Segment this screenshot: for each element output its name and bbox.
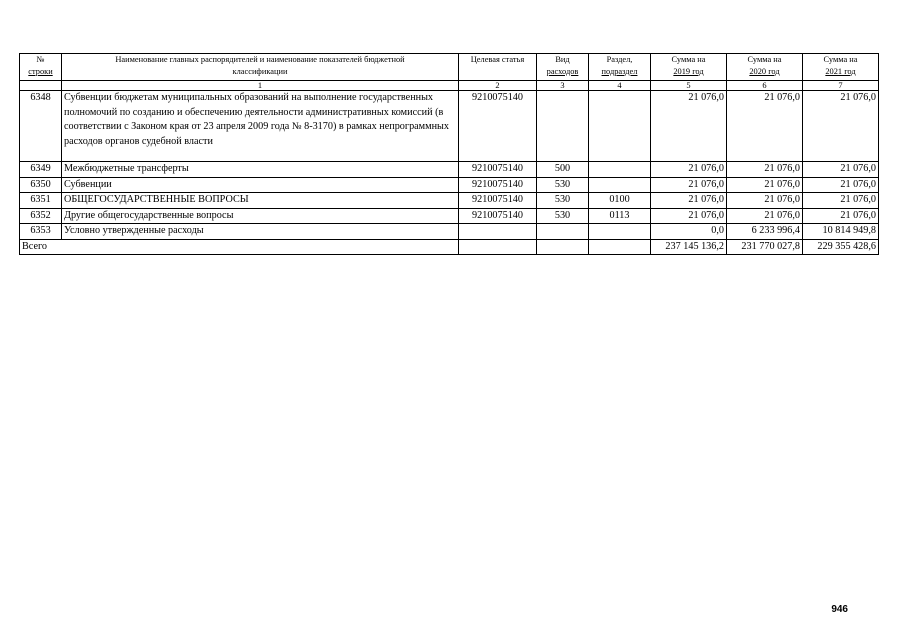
row-name: Межбюджетные трансферты [62,162,459,178]
row-number: 6352 [20,208,62,224]
row-sum-2021: 21 076,0 [803,162,879,178]
row-kind: 530 [537,177,589,193]
row-kind: 500 [537,162,589,178]
table-row [20,193,879,209]
header-section-line2: подраздел [601,67,638,76]
row-section: 0100 [589,193,651,209]
row-section [589,177,651,193]
total-sum-2019: 237 145 136,2 [651,239,727,255]
total-sum-2020: 231 770 027,8 [727,239,803,255]
row-name: Субвенции [62,177,459,193]
row-sum-2020: 21 076,0 [727,193,803,209]
row-target: 9210075140 [459,208,537,224]
page-number: 946 [831,604,848,615]
column-number: 2 [459,81,537,91]
header-kind [537,54,589,81]
header-target: Целевая статья [459,54,537,81]
row-sum-2020: 21 076,0 [727,208,803,224]
header-section-line1: Раздел, [606,55,633,64]
row-sum-2021: 21 076,0 [803,91,879,162]
total-empty-section [589,239,651,255]
column-number: 1 [62,81,459,91]
table-row [20,177,879,193]
column-number: 7 [803,81,879,91]
header-sum-2019 [651,54,727,81]
row-sum-2021: 21 076,0 [803,193,879,209]
header-row [20,54,879,81]
row-name: ОБЩЕГОСУДАРСТВЕННЫЕ ВОПРОСЫ [62,193,459,209]
row-kind [537,224,589,240]
row-sum-2019: 21 076,0 [651,177,727,193]
row-sum-2019: 21 076,0 [651,193,727,209]
column-number-row [20,81,879,91]
row-section [589,91,651,162]
budget-table [19,53,879,255]
row-section [589,224,651,240]
header-row-no-line2: строки [28,67,53,76]
row-target: 9210075140 [459,177,537,193]
total-empty-target [459,239,537,255]
row-section [589,162,651,178]
header-sum-2021-line1: Сумма на [823,55,858,64]
header-sum-2020-line2: 2020 год [749,67,780,76]
row-target: 9210075140 [459,193,537,209]
table-row [20,162,879,178]
header-sum-2021-line2: 2021 год [825,67,856,76]
row-name: Условно утвержденные расходы [62,224,459,240]
row-name: Другие общегосударственные вопросы [62,208,459,224]
row-sum-2021: 21 076,0 [803,208,879,224]
column-number: 3 [537,81,589,91]
row-name: Субвенции бюджетам муниципальных образований на выполнение государственных полномочий по созданию и обеспечению деятельности административных комиссий (в соответствии с Законом края от 23 апреля 2009 года № 8-3170) в рамках непрограммных расходов органов судебной власти [62,91,459,162]
header-sum-2021 [803,54,879,81]
total-sum-2021: 229 355 428,6 [803,239,879,255]
header-section [589,54,651,81]
column-number: 5 [651,81,727,91]
header-kind-line2: расходов [546,67,579,76]
header-row-no-line1: № [36,55,45,64]
row-target: 9210075140 [459,91,537,162]
row-number: 6348 [20,91,62,162]
table-row [20,91,879,162]
row-target [459,224,537,240]
column-number: 4 [589,81,651,91]
total-label: Всего [20,239,459,255]
row-kind [537,91,589,162]
row-sum-2020: 21 076,0 [727,162,803,178]
row-number: 6350 [20,177,62,193]
column-number [20,81,62,91]
total-empty-kind [537,239,589,255]
row-kind: 530 [537,208,589,224]
row-section: 0113 [589,208,651,224]
header-sum-2019-line2: 2019 год [673,67,704,76]
header-sum-2020-line1: Сумма на [747,55,782,64]
header-kind-line1: Вид [555,55,570,64]
row-sum-2020: 21 076,0 [727,177,803,193]
table-row [20,224,879,240]
row-target: 9210075140 [459,162,537,178]
header-row-no [20,54,62,81]
row-sum-2019: 21 076,0 [651,208,727,224]
row-number: 6349 [20,162,62,178]
column-number: 6 [727,81,803,91]
row-kind: 530 [537,193,589,209]
row-sum-2021: 10 814 949,8 [803,224,879,240]
row-sum-2021: 21 076,0 [803,177,879,193]
row-sum-2019: 21 076,0 [651,91,727,162]
row-number: 6351 [20,193,62,209]
row-number: 6353 [20,224,62,240]
header-sum-2019-line1: Сумма на [671,55,706,64]
row-sum-2019: 0,0 [651,224,727,240]
row-sum-2020: 21 076,0 [727,91,803,162]
total-row [20,239,879,255]
row-sum-2020: 6 233 996,4 [727,224,803,240]
header-name: Наименование главных распорядителей и наименование показателей бюджетной классификации [62,54,459,81]
header-sum-2020 [727,54,803,81]
row-sum-2019: 21 076,0 [651,162,727,178]
table-row [20,208,879,224]
